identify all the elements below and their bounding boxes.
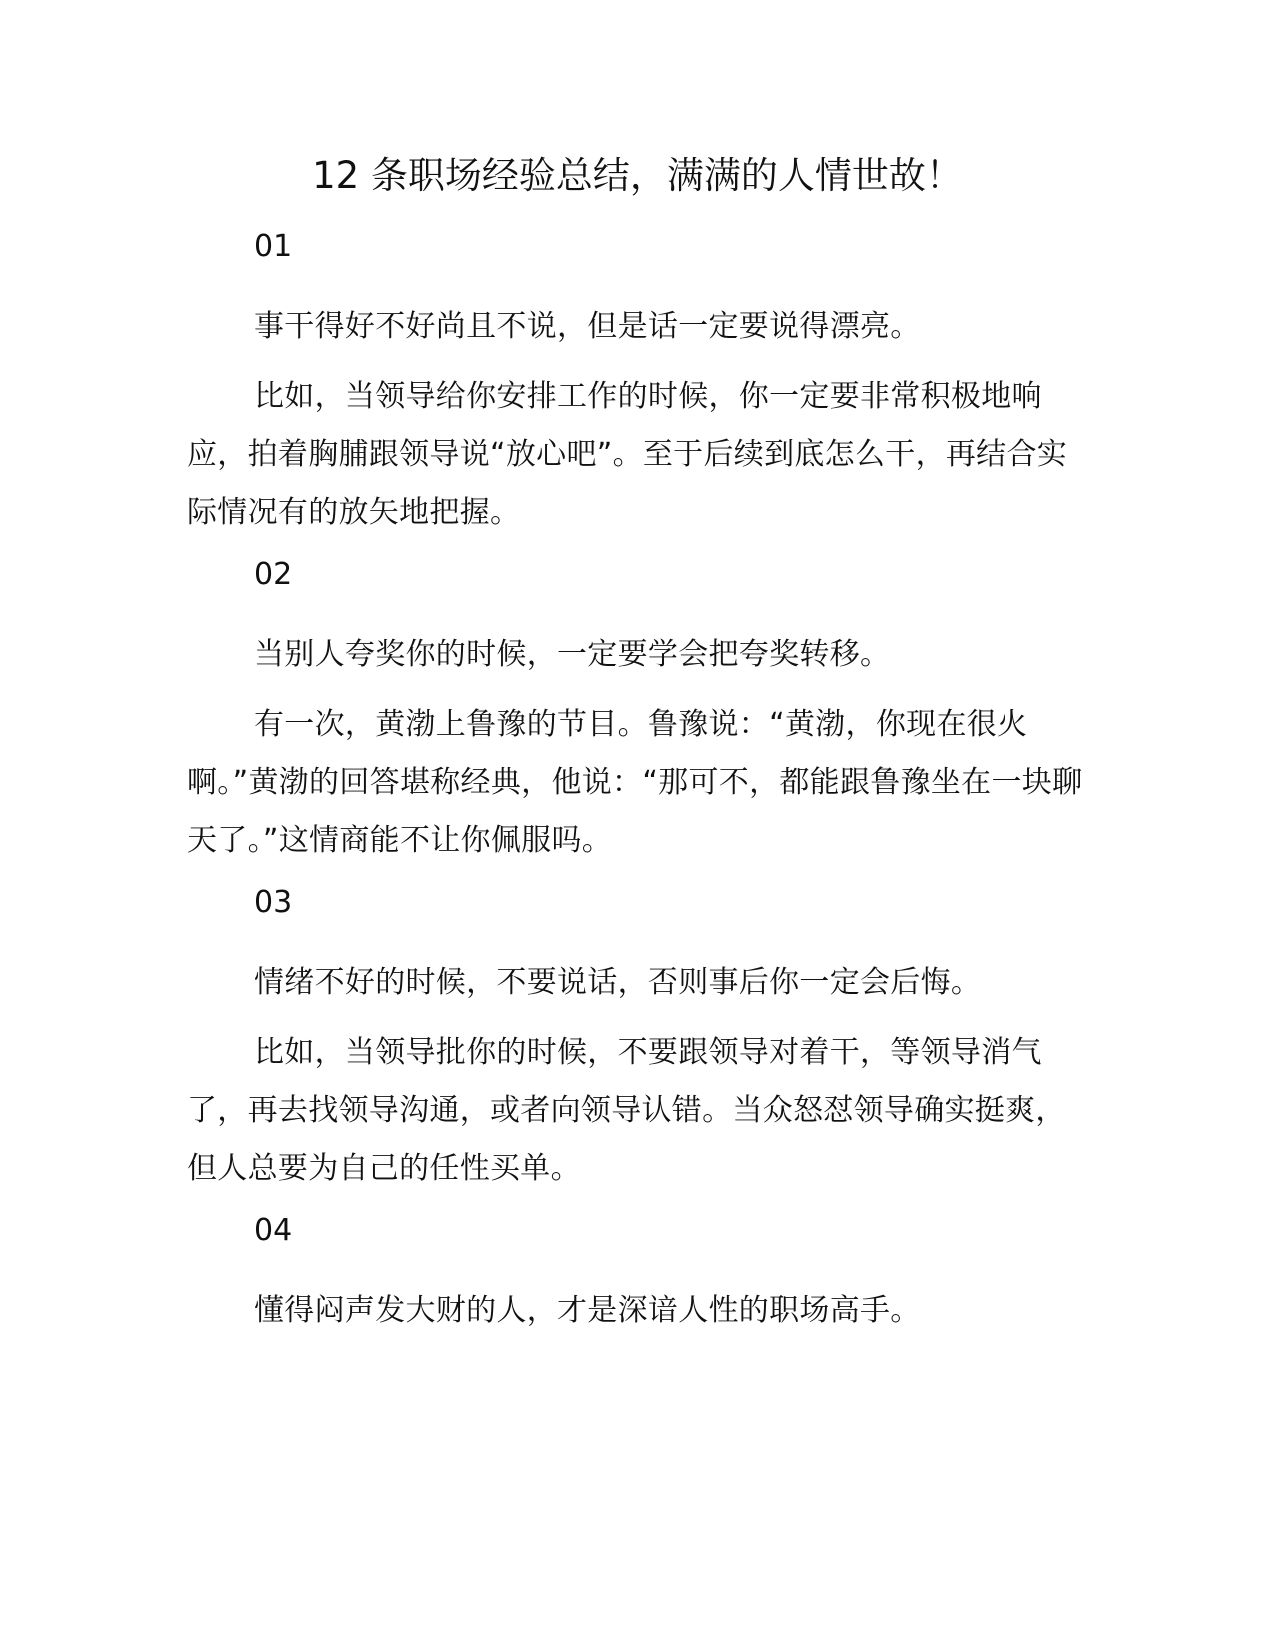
section-number: 03 <box>254 885 293 920</box>
document-body <box>187 226 1087 1352</box>
section-01 <box>187 226 1087 542</box>
section-02 <box>187 554 1087 870</box>
paragraph: 有一次，黄渤上鲁豫的节目。鲁豫说：“黄渤，你现在很火啊。”黄渤的回答堪称经典，他说：“那可不，都能跟鲁豫坐在一块聊天了。”这情商能不让你佩服吗。 <box>187 707 1083 858</box>
paragraph: 当别人夸奖你的时候，一定要学会把夸奖转移。 <box>254 637 891 672</box>
section-number: 02 <box>254 557 293 592</box>
section-number: 04 <box>254 1213 293 1248</box>
paragraph: 比如，当领导批你的时候，不要跟领导对着干，等领导消气了，再去找领导沟通，或者向领导认错。当众怒怼领导确实挺爽，但人总要为自己的任性买单。 <box>187 1035 1066 1186</box>
section-03 <box>187 882 1087 1198</box>
paragraph: 比如，当领导给你安排工作的时候，你一定要非常积极地响应，拍着胸脯跟领导说“放心吧”。至于后续到底怎么干，再结合实际情况有的放矢地把握。 <box>187 379 1068 530</box>
paragraph: 事干得好不好尚且不说，但是话一定要说得漂亮。 <box>254 309 921 344</box>
paragraph: 懂得闷声发大财的人，才是深谙人性的职场高手。 <box>254 1293 921 1328</box>
section-number: 01 <box>254 229 293 264</box>
paragraph: 情绪不好的时候，不要说话，否则事后你一定会后悔。 <box>254 965 982 1000</box>
document-title: 12 条职场经验总结，满满的人情世故！ <box>312 154 963 197</box>
section-04 <box>187 1210 1087 1340</box>
